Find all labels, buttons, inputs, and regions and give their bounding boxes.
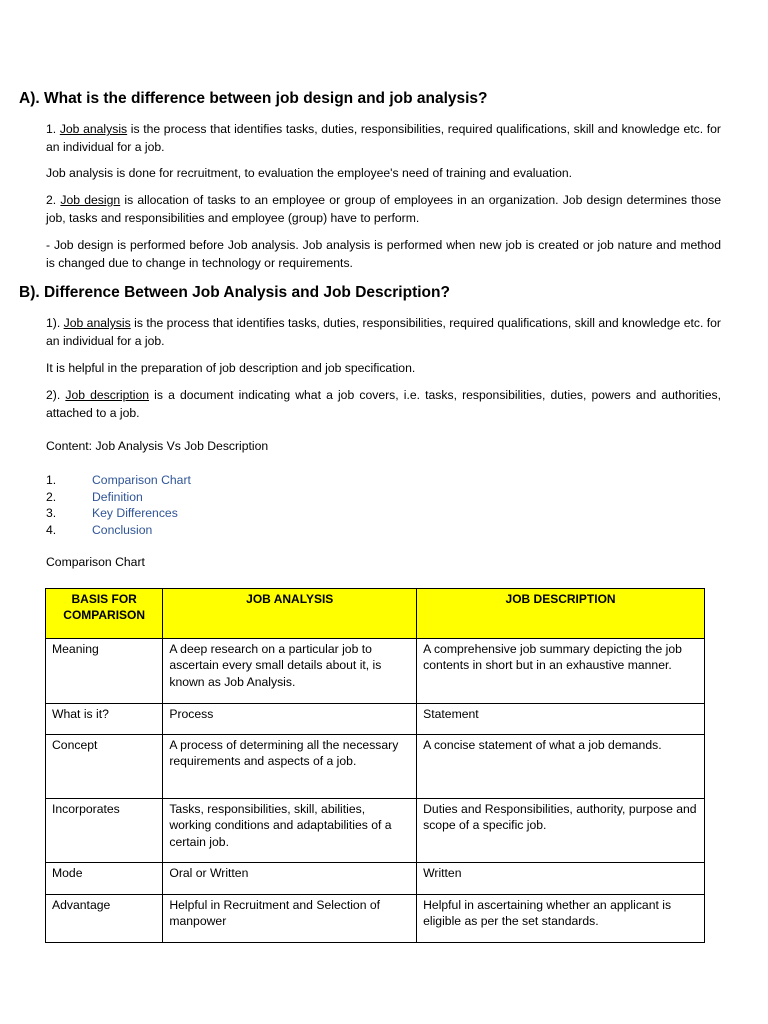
section-a-paragraph-3 <box>46 191 721 227</box>
term-job-description: Job description <box>65 388 150 402</box>
para-prefix: 2). <box>46 388 66 402</box>
table-cell: Meaning <box>46 639 163 704</box>
term-job-design: Job design <box>60 193 121 207</box>
table-cell: Tasks, responsibilities, skill, abilities, working conditions and adaptabilities of a certain job. <box>163 799 417 863</box>
table-cell: Written <box>417 863 705 895</box>
para-text: is the process that identifies tasks, duties, responsibilities, required qualifications, skill and knowledge etc. for an individual for a job. <box>46 122 721 154</box>
table-cell: A comprehensive job summary depicting the job contents in short but in an exhaustive manner. <box>417 639 705 704</box>
table-cell: A process of determining all the necessary requirements and aspects of a job. <box>163 735 417 799</box>
term-job-analysis: Job analysis <box>63 316 131 330</box>
term-job-analysis: Job analysis <box>59 122 128 136</box>
list-item <box>46 505 191 522</box>
link-definition[interactable]: Definition <box>92 489 143 504</box>
table-cell: Process <box>163 704 417 735</box>
table-cell: Concept <box>46 735 163 799</box>
list-number: 3. <box>46 506 57 520</box>
section-a-paragraph-4: - Job design is performed before Job analysis. Job analysis is performed when new job is created or job nature and method is changed due to change in technology or requirements. <box>46 238 721 270</box>
header-job-description: JOB DESCRIPTION <box>417 589 705 639</box>
list-number: 2. <box>46 489 57 504</box>
section-b-paragraph-2: It is helpful in the preparation of job description and job specification. <box>46 361 416 375</box>
section-a-heading: A). What is the difference between job design and job analysis? <box>19 90 488 107</box>
contents-list <box>46 472 191 538</box>
list-item <box>46 522 191 539</box>
table-row <box>46 895 705 943</box>
header-basis: BASIS FOR COMPARISON <box>46 589 163 639</box>
table-cell: Oral or Written <box>163 863 417 895</box>
table-row <box>46 704 705 735</box>
table-cell: Advantage <box>46 895 163 943</box>
para-text: is allocation of tasks to an employee or group of employees in an organization. Job design determines those job, tasks and responsibilities and employee (group) have to perform. <box>46 193 721 225</box>
link-conclusion[interactable]: Conclusion <box>92 522 153 537</box>
section-a-paragraph-1 <box>46 120 721 156</box>
para-prefix: 1). <box>46 316 64 330</box>
table-cell: Statement <box>417 704 705 735</box>
list-item <box>46 472 191 489</box>
para-prefix: 1. <box>46 122 60 136</box>
table-header-row <box>46 589 705 639</box>
table-row <box>46 863 705 895</box>
header-job-analysis: JOB ANALYSIS <box>163 589 417 639</box>
link-key-differences[interactable]: Key Differences <box>92 506 178 520</box>
table-cell: A deep research on a particular job to ascertain every small details about it, is known as Job Analysis. <box>163 639 417 704</box>
list-number: 4. <box>46 522 57 537</box>
section-b-paragraph-3 <box>46 386 721 422</box>
section-b-heading: B). Difference Between Job Analysis and Job Description? <box>19 284 450 301</box>
table-cell: Mode <box>46 863 163 895</box>
table-cell: Helpful in Recruitment and Selection of manpower <box>163 895 417 943</box>
list-number: 1. <box>46 473 57 487</box>
section-b-paragraph-1 <box>46 314 721 350</box>
content-title: Content: Job Analysis Vs Job Description <box>46 439 269 453</box>
table-cell: Duties and Responsibilities, authority, purpose and scope of a specific job. <box>417 799 705 863</box>
para-prefix: 2. <box>46 193 61 207</box>
table-cell: Helpful in ascertaining whether an applicant is eligible as per the set standards. <box>417 895 705 943</box>
comparison-chart-title: Comparison Chart <box>46 555 145 569</box>
table-cell: Incorporates <box>46 799 163 863</box>
table-row <box>46 735 705 799</box>
table-row <box>46 639 705 704</box>
comparison-table <box>45 588 705 943</box>
list-item <box>46 489 191 506</box>
section-a-paragraph-2: Job analysis is done for recruitment, to evaluation the employee's need of training and evaluation. <box>46 166 573 180</box>
table-row <box>46 799 705 863</box>
para-text: is the process that identifies tasks, duties, responsibilities, required qualifications, skill and knowledge etc. for an individual for a job. <box>46 316 721 348</box>
link-comparison-chart[interactable]: Comparison Chart <box>92 473 191 487</box>
para-text: is a document indicating what a job covers, i.e. tasks, responsibilities, duties, powers and authorities, attached to a job. <box>46 388 721 420</box>
table-cell: What is it? <box>46 704 163 735</box>
table-cell: A concise statement of what a job demands. <box>417 735 705 799</box>
